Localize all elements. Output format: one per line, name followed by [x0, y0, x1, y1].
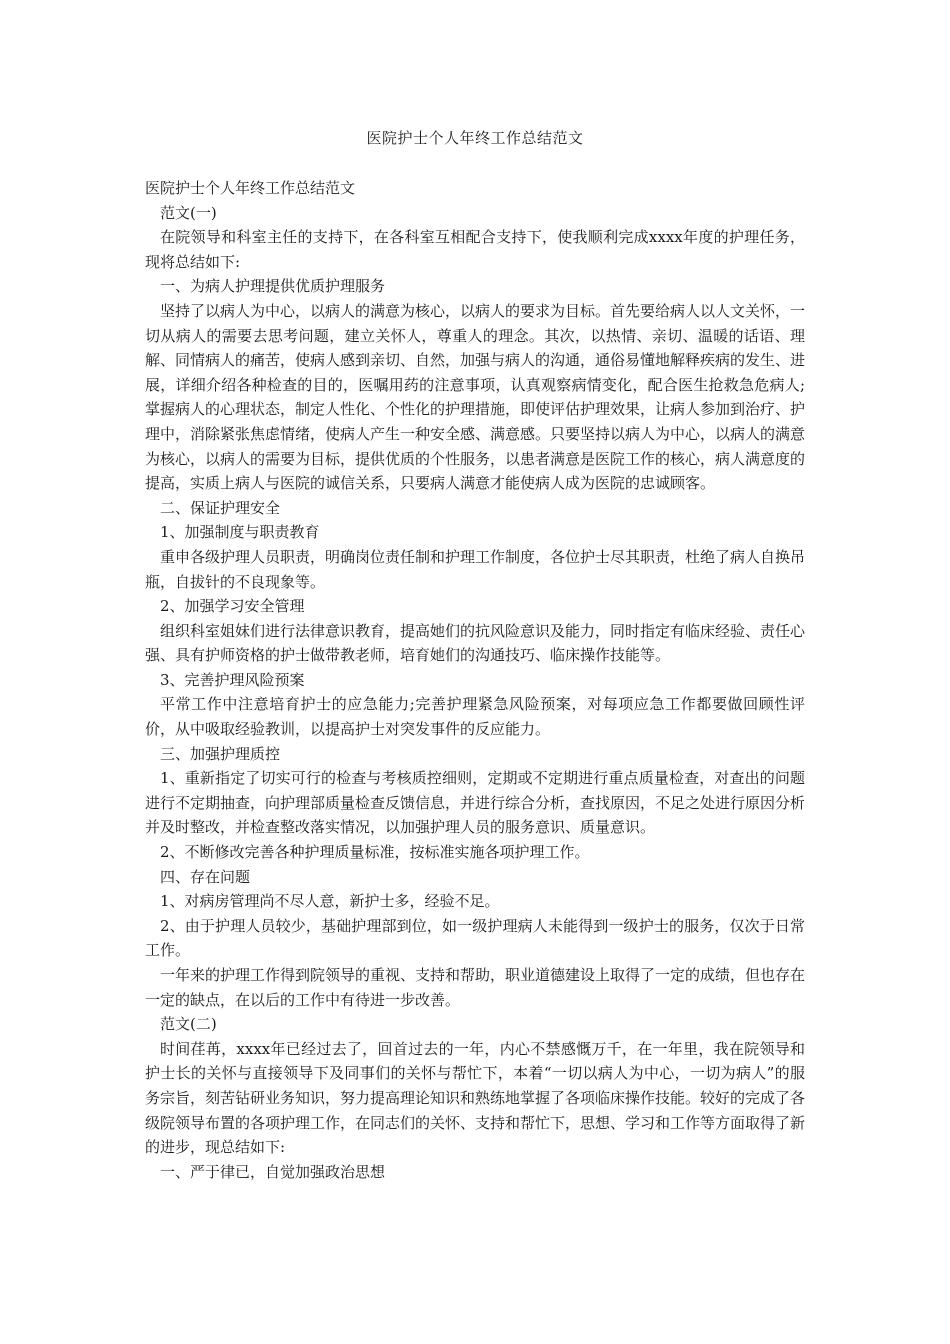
- paragraph-section-label: 范文(二): [160, 1015, 217, 1034]
- paragraph: 2、不断修改完善各种护理质量标准，按标准实施各项护理工作。: [160, 843, 590, 862]
- paragraph-subheading: 3、完善护理风险预案: [160, 670, 305, 689]
- paragraph-subheading: 2、加强学习安全管理: [160, 597, 305, 616]
- paragraph-heading: 一、为病人护理提供优质护理服务: [160, 277, 386, 296]
- paragraph-section-label: 范文(一): [160, 203, 217, 222]
- paragraph-heading: 四、存在问题: [160, 867, 251, 886]
- paragraph-subheading: 1、加强制度与职责教育: [160, 523, 320, 542]
- paragraph-heading: 三、加强护理质控: [160, 744, 281, 763]
- paragraph: 平常工作中注意培育护士的应急能力;完善护理紧急风险预案，对每项应急工作都要做回顾性评价，从中吸取经验教训，以提高护士对突发事件的反应能力。: [145, 695, 805, 739]
- paragraph: 在院领导和科室主任的支持下，在各科室互相配合支持下，使我顺利完成xxxx年度的护理任务，现将总结如下:: [145, 228, 805, 271]
- paragraph-heading: 二、保证护理安全: [160, 498, 281, 517]
- paragraph: 重申各级护理人员职责，明确岗位责任制和护理工作制度，各位护士尽其职责，杜绝了病人自换吊瓶，自拔针的不良现象等。: [145, 547, 806, 591]
- paragraph-heading: 一、严于律已，自觉加强政治思想: [160, 1162, 386, 1181]
- paragraph: 坚持了以病人为中心，以病人的满意为核心，以病人的要求为目标。首先要给病人以人文关怀，一切从病人的需要去思考问题，建立关怀人，尊重人的理念。其次，以热情、亲切、温暖的话语、理解、同情病人的痛苦，使病人感到亲切、自然，加强与病人的沟通，通俗易懂地解释疾病的发生、进展，详细介绍各种检查的目的，医嘱用药的注意事项，认真观察病情变化，配合医生抢救急危病人;掌握病人的心理状态，制定人性化、个性化的护理措施，即使评估护理效果，让病人参加到治疗、护理中，消除紧张焦虑情绪，使病人产生一种安全感、满意感。只要坚持以病人为中心，以病人的满意为核心，以病人的需要为目标，提供优质的个性服务，以患者满意是医院工作的核心，病人满意度的提高，实质上病人与医院的诚信关系，只要病人满意才能使病人成为医院的忠诚顾客。: [145, 301, 806, 493]
- paragraph: 2、由于护理人员较少，基础护理部到位，如一级护理病人未能得到一级护士的服务，仅次于日常工作。: [145, 916, 805, 960]
- paragraph: 1、重新指定了切实可行的检查与考核质控细则，定期或不定期进行重点质量检查，对查出的问题进行不定期抽查，向护理部质量检查反馈信息，并进行综合分析，查找原因，不足之处进行原因分析并及时整改，并检查整改落实情况，以加强护理人员的服务意识、质量意识。: [145, 769, 806, 837]
- paragraph-heading: 医院护士个人年终工作总结范文: [145, 179, 356, 197]
- paragraph: 组织科室姐妹们进行法律意识教育，提高她们的抗风险意识及能力，同时指定有临床经验、责任心强、具有护师资格的护士做带教老师，培育她们的沟通技巧、临床操作技能等。: [145, 621, 806, 665]
- document-body: [145, 176, 805, 1184]
- document-title: 医院护士个人年终工作总结范文: [366, 129, 584, 147]
- paragraph: 时间荏苒，xxxx年已经过去了，回首过去的一年，内心不禁感慨万千，在一年里，我在院领导和护士长的关怀与直接领导下及同事们的关怀与帮忙下，本着“一切以病人为中心，一切为病人”的服务宗旨，刻苦钻研业务知识，努力提高理论知识和熟练地掌握了各项临床操作技能。较好的完成了各级院领导布置的各项护理工作，在同志们的关怀、支持和帮忙下，思想、学习和工作等方面取得了新的进步，现总结如下:: [145, 1039, 806, 1157]
- paragraph: 一年来的护理工作得到院领导的重视、支持和帮助，职业道德建设上取得了一定的成绩，但也存在一定的缺点，在以后的工作中有待进一步改善。: [145, 966, 806, 1009]
- paragraph: 1、对病房管理尚不尽人意，新护士多，经验不足。: [160, 892, 500, 911]
